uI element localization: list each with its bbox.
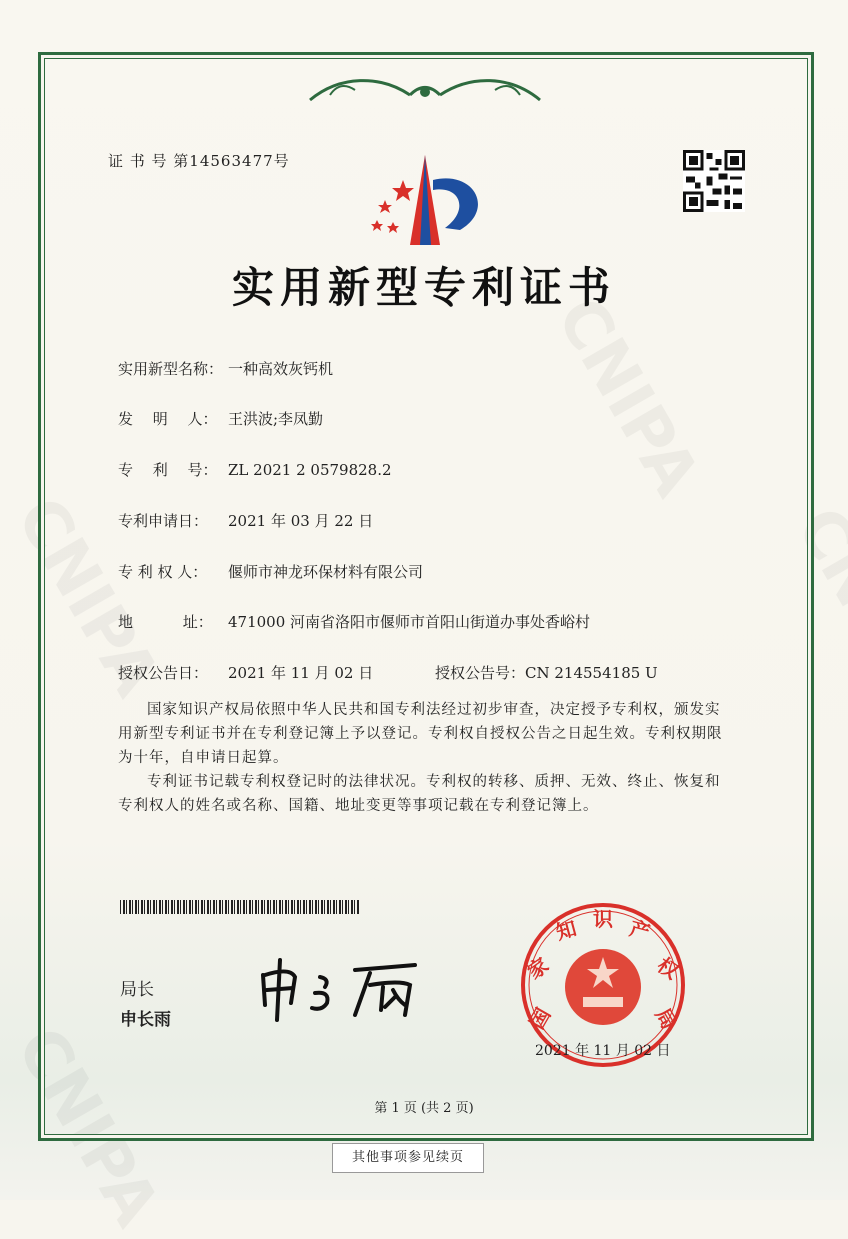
paragraph-grant: 国家知识产权局依照中华人民共和国专利法经过初步审查，决定授予专利权，颁发实用新型专利证书并在专利登记簿上予以登记。专利权自授权公告之日起生效。专利权期限为十年，自申请日起算。 [118, 702, 723, 766]
field-label: 地 址： [118, 613, 213, 631]
svg-text:知: 知 [553, 916, 579, 945]
field-value: 2021 年 03 月 22 日 [228, 512, 374, 530]
certificate-title: 实用新型专利证书 [231, 263, 616, 312]
continuation-note: 其他事项参见续页 [332, 1143, 484, 1173]
official-name: 申长雨 [120, 1010, 171, 1030]
svg-text:产: 产 [627, 916, 653, 945]
field-utility-model-name [118, 358, 333, 379]
field-value: 王洪波;李凤勤 [228, 410, 324, 428]
field-label: 发 明 人： [118, 410, 218, 428]
barcode [120, 900, 360, 914]
field-value: 偃师市神龙环保材料有限公司 [228, 563, 424, 581]
paragraph-legal-status: 专利证书记载专利权登记时的法律状况。专利权的转移、质押、无效、终止、恢复和专利权人的姓名或名称、国籍、地址变更等事项记载在专利登记簿上。 [118, 774, 721, 814]
field-value: 一种高效灰钙机 [228, 360, 334, 378]
field-value: 471000 河南省洛阳市偃师市首阳山街道办事处香峪村 [228, 613, 591, 631]
field-inventors [118, 408, 323, 429]
signature [255, 955, 440, 1025]
svg-text:识: 识 [593, 907, 613, 931]
svg-text:家: 家 [522, 952, 554, 984]
page-info: 第 1 页 (共 2 页) [374, 1101, 474, 1116]
seal-date: 2021 年 11 月 02 日 [535, 1043, 671, 1059]
svg-text:国: 国 [524, 1003, 556, 1034]
field-address [118, 611, 590, 632]
field-patentee [118, 561, 423, 582]
field-value: 2021 年 11 月 02 日 [228, 664, 374, 682]
official-title: 局长 [120, 980, 154, 1000]
field-announcement-number [435, 662, 658, 683]
field-filing-date [118, 510, 373, 531]
certificate-number: 证 书 号 第14563477号 [108, 152, 290, 170]
qr-code [683, 150, 745, 212]
field-patent-number [118, 459, 392, 480]
field-value: CN 214554185 U [525, 664, 658, 682]
field-value: ZL 2021 2 0579828.2 [228, 461, 392, 479]
field-grant-date [118, 662, 373, 683]
field-label: 专 利 权 人： [118, 563, 208, 581]
field-label: 授权公告号： [435, 664, 526, 682]
svg-text:权: 权 [652, 952, 684, 984]
field-label: 专 利 号： [118, 461, 218, 479]
cnipa-logo-icon [365, 150, 490, 250]
field-label: 专利申请日： [118, 512, 209, 530]
field-label: 实用新型名称： [118, 360, 224, 378]
svg-text:局: 局 [650, 1003, 682, 1034]
ornament-icon [300, 70, 550, 110]
field-label: 授权公告日： [118, 664, 209, 682]
